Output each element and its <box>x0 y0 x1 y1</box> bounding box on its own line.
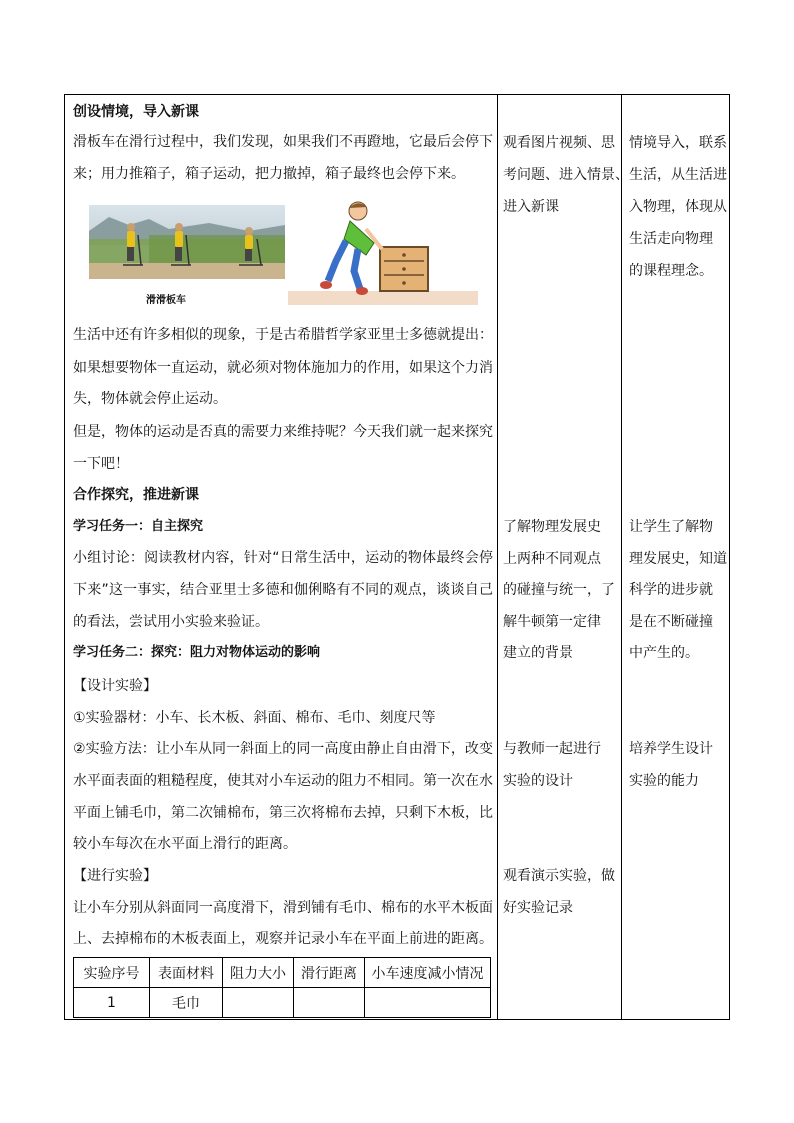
text-line: 进入新课 <box>503 199 559 215</box>
text-line: 是在不断碰撞 <box>629 614 713 630</box>
text-line: 水平面表面的粗糙程度，使其对小车运动的阻力不相同。第一次在水 <box>73 773 493 789</box>
text-line: 下来”这一事实，结合亚里士多德和伽俐略有不同的观点，谈谈自己 <box>73 582 493 598</box>
text-line: 较小车每次在水平面上滑行的距离。 <box>73 836 297 852</box>
table-cell <box>294 988 365 1018</box>
section-heading-intro: 创设情境，导入新课 <box>73 104 199 120</box>
text-line: 解牛顿第一定律 <box>503 614 601 630</box>
column-divider <box>621 95 622 1019</box>
table-cell <box>223 988 294 1018</box>
text-line: 小组讨论：阅读教材内容，针对“日常生活中，运动的物体最终会停 <box>73 550 493 566</box>
text-line: 建立的背景 <box>503 645 573 661</box>
text-line: 实验的设计 <box>503 773 573 789</box>
boy-pushing-box-illustration <box>288 199 478 305</box>
text-line: 的看法，尝试用小实验来验证。 <box>73 614 269 630</box>
text-line: ②实验方法：让小车从同一斜面上的同一高度由静止自由滑下，改变 <box>73 741 493 757</box>
section-heading-explore: 合作探究，推进新课 <box>73 487 199 503</box>
text-line: 来；用力推箱子，箱子运动，把力撤掉，箱子最终也会停下来。 <box>73 166 465 182</box>
scooter-photo <box>89 205 285 279</box>
table-row <box>74 988 491 1018</box>
text-line: 情境导入，联系 <box>629 135 727 151</box>
table-header: 小车速度减小情况 <box>365 958 491 988</box>
table-header: 表面材料 <box>150 958 223 988</box>
equipment-line: ①实验器材：小车、长木板、斜面、棉布、毛巾、刻度尺等 <box>73 710 436 726</box>
table-header: 阻力大小 <box>223 958 294 988</box>
task2-title: 学习任务二：探究：阻力对物体运动的影响 <box>73 645 321 660</box>
text-line: 培养学生设计 <box>629 741 713 757</box>
text-line: 科学的进步就 <box>629 582 713 598</box>
table-cell <box>365 988 491 1018</box>
text-line: 上两种不同观点 <box>503 551 601 567</box>
task1-title: 学习任务一：自主探究 <box>73 519 204 534</box>
text-line: 理发展史，知道 <box>629 551 727 567</box>
text-line: 如果想要物体一直运动，就必须对物体施加力的作用，如果这个力消 <box>73 360 493 376</box>
text-line: 生活走向物理 <box>629 231 713 247</box>
table-header: 滑行距离 <box>294 958 365 988</box>
text-line: 让小车分别从斜面同一高度滑下，滑到铺有毛巾、棉布的水平木板面 <box>73 900 493 916</box>
text-line: 入物理，体现从 <box>629 199 727 215</box>
table-cell: 1 <box>74 988 150 1018</box>
design-label: 【设计实验】 <box>73 678 157 694</box>
text-line: 让学生了解物 <box>629 519 713 535</box>
text-line: 的碰撞与统一，了 <box>503 582 615 598</box>
text-line: 生活中还有许多相似的现象，于是古希腊哲学家亚里士多德就提出： <box>73 327 493 343</box>
text-line: 观看演示实验，做 <box>503 868 615 884</box>
text-line: 实验的能力 <box>629 773 699 789</box>
text-line: 上、去掉棉布的木板表面上，观察并记录小车在平面上前进的距离。 <box>73 931 493 947</box>
text-line: 与教师一起进行 <box>503 741 601 757</box>
text-line: 好实验记录 <box>503 900 573 916</box>
text-line: 的课程理念。 <box>629 263 713 279</box>
text-line: 滑板车在滑行过程中，我们发现，如果我们不再蹬地，它最后会停下 <box>73 134 493 150</box>
text-line: 一下吧！ <box>73 456 129 472</box>
text-line: 生活，从生活进 <box>629 167 727 183</box>
text-line: 了解物理发展史 <box>503 519 601 535</box>
lesson-table <box>64 94 730 1020</box>
text-line: 失，物体就会停止运动。 <box>73 391 227 407</box>
conduct-label: 【进行实验】 <box>73 868 157 884</box>
text-line: 中产生的。 <box>629 645 699 661</box>
table-header: 实验序号 <box>74 958 150 988</box>
text-line: 但是，物体的运动是否真的需要力来维持呢？今天我们就一起来探究 <box>73 424 493 440</box>
table-cell: 毛巾 <box>150 988 223 1018</box>
text-line: 观看图片视频、思 <box>503 135 615 151</box>
image-caption: 滑滑板车 <box>146 295 186 306</box>
column-divider <box>497 95 498 1019</box>
text-line: 考问题、进入情景、 <box>503 167 629 183</box>
experiment-record-table <box>73 957 491 1018</box>
text-line: 平面上铺毛巾，第二次铺棉布，第三次将棉布去掉，只剩下木板，比 <box>73 805 493 821</box>
